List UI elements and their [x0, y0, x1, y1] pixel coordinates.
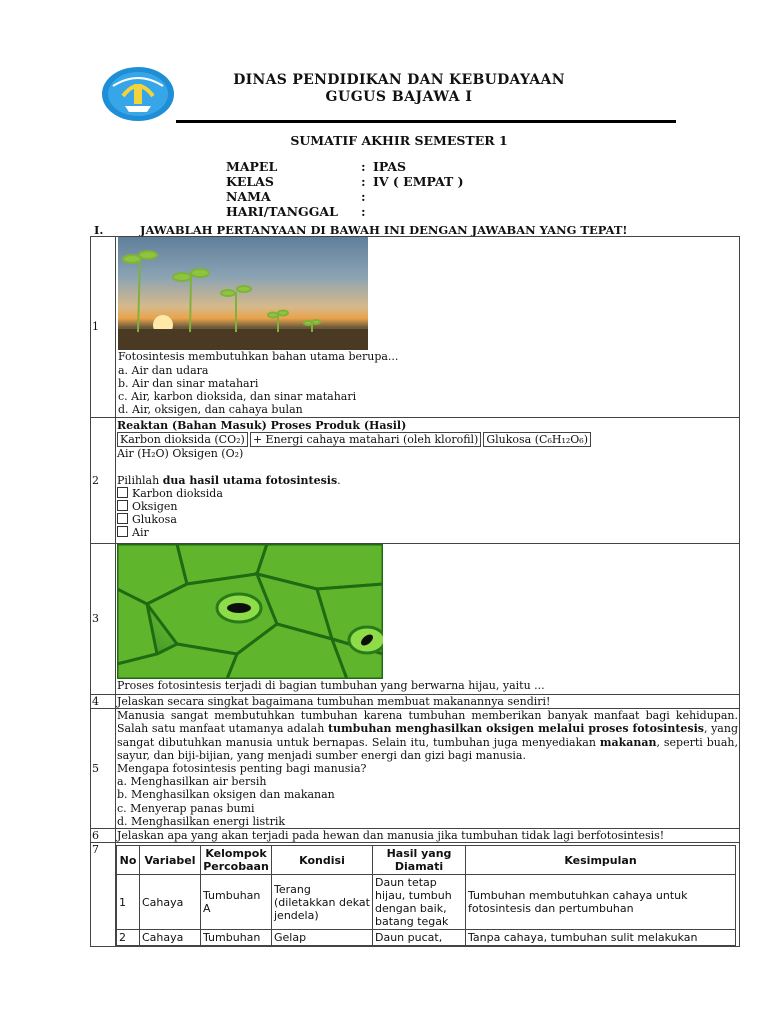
passage-bold: makanan: [599, 735, 657, 749]
meta-value: IPAS: [373, 159, 407, 174]
checkbox-option[interactable]: [117, 500, 738, 513]
table-cell: Tanpa cahaya, tumbuhan sulit melakukan: [466, 930, 736, 946]
question-content: [116, 418, 740, 544]
col-header: Kesimpulan: [466, 846, 736, 875]
meta-key: KELAS: [226, 174, 274, 189]
product-cell: Glukosa (C₆H₁₂O₆): [483, 432, 591, 447]
answer-option[interactable]: a. Air dan udara: [118, 363, 209, 377]
question-text: Jelaskan apa yang akan terjadi pada hewan dan manusia jika tumbuhan tidak lagi berfotosintesis!: [116, 829, 740, 843]
question-row-3: [91, 544, 740, 695]
question-number: 2: [91, 418, 116, 544]
question-number: 1: [91, 237, 116, 418]
table-row: [117, 875, 736, 930]
question-row-5: [91, 709, 740, 829]
question-row-4: [91, 695, 740, 709]
question-text: Fotosintesis membutuhkan bahan utama berupa...: [118, 350, 399, 364]
checkbox-icon[interactable]: [117, 526, 128, 537]
question-number: 6: [91, 829, 116, 843]
header-gugus: GUGUS BAJAWA I: [325, 89, 473, 105]
experiment-header-row: [117, 846, 736, 875]
question-row-2: [91, 418, 740, 544]
question-content: [116, 709, 740, 829]
table-cell: Daun tetap hijau, tumbuh dengan baik, batang tegak: [373, 875, 466, 930]
meta-key: NAMA: [226, 189, 271, 204]
answer-option[interactable]: b. Menghasilkan oksigen dan makanan: [117, 788, 335, 802]
passage-text: , seperti buah, sayur, dan biji-bijian, yang menjadi sumber energi dan gizi bagi manusia.: [117, 735, 738, 762]
header-divider: [176, 120, 676, 123]
meta-key: HARI/TANGGAL: [226, 204, 338, 219]
col-header: Kondisi: [272, 846, 373, 875]
meta-value: IV ( EMPAT ): [373, 174, 464, 189]
question-number: 7: [91, 843, 116, 947]
col-header: Hasil yang Diamati: [373, 846, 466, 875]
question-number: 3: [91, 544, 116, 695]
prompt-end: .: [337, 473, 341, 487]
answer-option[interactable]: a. Menghasilkan air bersih: [117, 775, 267, 789]
exam-meta: MAPEL : IPAS KELAS : IV ( EMPAT ) NAMA : HARI/TANGGAL :: [226, 159, 464, 219]
col-header: Kelompok Percobaan: [201, 846, 272, 875]
leaf-stomata-image: [117, 544, 383, 679]
experiment-table-cell: [116, 843, 740, 947]
exam-title: SUMATIF AKHIR SEMESTER 1: [290, 133, 508, 148]
table-cell: Tumbuhan A: [201, 875, 272, 930]
reaction-cells: [117, 432, 738, 447]
reaction-line-2: Air (H₂O) Oksigen (O₂): [117, 447, 244, 461]
checkbox-label: Air: [132, 526, 149, 540]
answer-option[interactable]: c. Air, karbon dioksida, dan sinar matahari: [118, 390, 357, 404]
table-cell: Cahaya: [140, 930, 201, 946]
question-text: [117, 474, 738, 487]
table-cell: Daun pucat,: [373, 930, 466, 946]
checkbox-option[interactable]: [117, 513, 738, 526]
meta-key: MAPEL: [226, 159, 278, 174]
checkbox-label: Karbon dioksida: [132, 486, 223, 500]
table-cell: Gelap: [272, 930, 373, 946]
question-content: [116, 237, 740, 418]
section-heading: [94, 223, 627, 237]
checkbox-label: Oksigen: [132, 500, 178, 514]
header-agency: DINAS PENDIDIKAN DAN KEBUDAYAAN: [233, 72, 565, 88]
checkbox-option[interactable]: [117, 487, 738, 500]
table-cell: Tumbuhan membutuhkan cahaya untuk fotosintesis dan pertumbuhan: [466, 875, 736, 930]
col-header: Variabel: [140, 846, 201, 875]
question-number: 5: [91, 709, 116, 829]
prompt-bold: dua hasil utama fotosintesis: [162, 473, 338, 487]
passage-bold: tumbuhan menghasilkan oksigen melalui proses fotosintesis: [327, 722, 704, 736]
question-text: Proses fotosintesis terjadi di bagian tumbuhan yang berwarna hijau, yaitu ...: [117, 679, 545, 692]
question-text: Jelaskan secara singkat bagaimana tumbuhan membuat makanannya sendiri!: [116, 695, 740, 709]
question-row-1: [91, 237, 740, 418]
process-cell: + Energi cahaya matahari (oleh klorofil): [250, 432, 482, 447]
table-cell: Terang (diletakkan dekat jendela): [272, 875, 373, 930]
passage-text: , yang sangat dibutuhkan manusia untuk bernapas. Selain itu, tumbuhan juga menyediakan: [117, 722, 738, 749]
checkbox-icon[interactable]: [117, 487, 128, 498]
table-cell: 1: [117, 875, 140, 930]
table-cell: 2: [117, 930, 140, 946]
question-text: Mengapa fotosintesis penting bagi manusia?: [117, 762, 367, 776]
question-content: [116, 544, 740, 695]
table-cell: Cahaya: [140, 875, 201, 930]
passage-text: Manusia sangat membutuhkan tumbuhan karena tumbuhan memberikan banyak manfaat bagi kehidupan. Salah satu manfaat utamanya adalah: [117, 709, 738, 736]
seedlings-sunset-image: [118, 237, 368, 350]
stomata-illustration: [117, 544, 383, 679]
section-number: I.: [94, 223, 104, 237]
checkbox-option[interactable]: [117, 526, 738, 539]
checkbox-label: Glukosa: [132, 513, 177, 527]
table-cell: Tumbuhan: [201, 930, 272, 946]
prompt-text: Pilihlah: [117, 473, 163, 487]
question-row-6: [91, 829, 740, 843]
question-number: 4: [91, 695, 116, 709]
reactant-cell: Karbon dioksida (CO₂): [117, 432, 248, 447]
reading-passage: [117, 709, 738, 762]
checkbox-icon[interactable]: [117, 500, 128, 511]
question-table: [90, 236, 740, 947]
question-row-7: [91, 843, 740, 947]
table-row: [117, 930, 736, 946]
seedlings-illustration: [118, 237, 368, 350]
reaction-header: Reaktan (Bahan Masuk) Proses Produk (Hasil): [117, 419, 407, 432]
col-header: No: [117, 846, 140, 875]
answer-option[interactable]: c. Menyerap panas bumi: [117, 801, 255, 815]
answer-option[interactable]: b. Air dan sinar matahari: [118, 376, 259, 390]
checkbox-icon[interactable]: [117, 513, 128, 524]
section-text: JAWABLAH PERTANYAAN DI BAWAH INI DENGAN JAWABAN YANG TEPAT!: [140, 223, 628, 237]
answer-option[interactable]: d. Air, oksigen, dan cahaya bulan: [118, 403, 303, 417]
answer-option[interactable]: d. Menghasilkan energi listrik: [117, 814, 286, 828]
experiment-table: [116, 845, 736, 946]
